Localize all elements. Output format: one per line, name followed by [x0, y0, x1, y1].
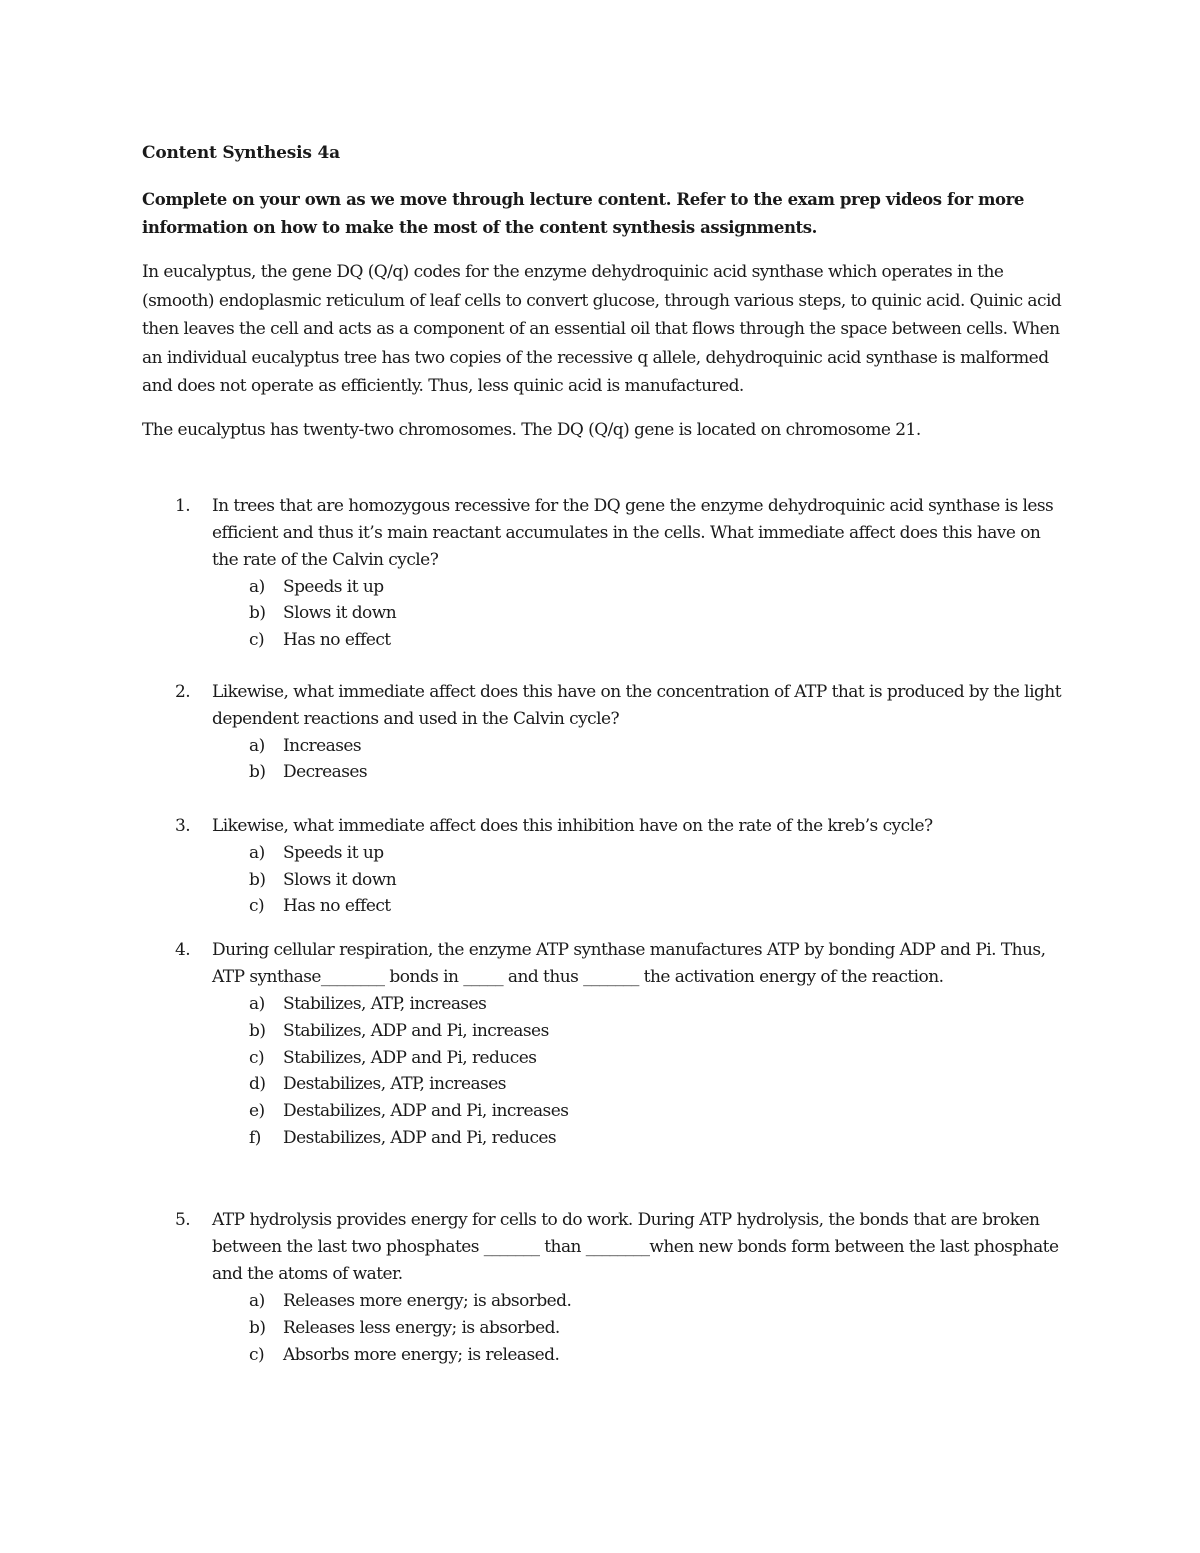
choice-list: [212, 991, 1062, 1151]
choice-text: Increases: [283, 735, 362, 756]
choice-list: [212, 574, 1062, 654]
question-text: In trees that are homozygous recessive for the DQ gene the enzyme dehydroquinic acid synthase is less efficient and thus it’s main reactant accumulates in the cells. What immediate affect does this have on the rate of the Calvin cycle?: [212, 495, 1054, 570]
instructions-text: Complete on your own as we move through lecture content. Refer to the exam prep videos for more information on how to make the most of the content synthesis assignments.: [142, 190, 1025, 237]
choice-item: [142, 991, 1062, 1018]
choice-letter: c): [249, 629, 265, 650]
choice-text: Stabilizes, ADP and Pi, increases: [283, 1020, 549, 1041]
question-text: During cellular respiration, the enzyme ATP synthase manufactures ATP by bonding ADP and Pi. Thus, ATP synthase________ bonds in _____ and thus _______ the activation energy of the reaction.: [212, 940, 1046, 988]
choice-item: [142, 1125, 1062, 1152]
question-text: ATP hydrolysis provides energy for cells to do work. During ATP hydrolysis, the bonds that are broken between the last two phosphates _______ than ________when new bonds form between the last phosphate and the atoms of water.: [212, 1210, 1059, 1285]
choice-letter: a): [249, 735, 265, 756]
choice-letter: a): [249, 1291, 265, 1312]
question-1: [142, 493, 1062, 654]
question-text: Likewise, what immediate affect does this have on the concentration of ATP that is produced by the light dependent reactions and used in the Calvin cycle?: [212, 681, 1061, 729]
choice-list: [212, 1288, 1062, 1368]
choice-letter: a): [249, 576, 265, 597]
choice-letter: f): [249, 1127, 261, 1148]
question-number: 1.: [175, 495, 191, 516]
choice-item: [142, 1288, 1062, 1315]
choice-item: [142, 1098, 1062, 1125]
choice-letter: a): [249, 843, 265, 864]
choice-item: [142, 1342, 1062, 1369]
question-2: [142, 679, 1062, 786]
document-title: Content Synthesis 4a: [142, 143, 340, 163]
question-number: 4.: [175, 940, 191, 961]
choice-item: [142, 574, 1062, 601]
question-number: 3.: [175, 816, 191, 837]
intro-paragraph: In eucalyptus, the gene DQ (Q/q) codes for the enzyme dehydroquinic acid synthase which operates in the (smooth) endoplasmic reticulum of leaf cells to convert glucose, through various steps, to quinic acid. Quinic acid then leaves the cell and acts as a component of an essential oil that flows through the space between cells. When an individual eucalyptus tree has two copies of the recessive q allele, dehydroquinic acid synthase is malformed and does not operate as efficiently. Thus, less quinic acid is manufactured.: [142, 262, 1062, 397]
choice-text: Destabilizes, ADP and Pi, increases: [283, 1101, 569, 1121]
question-5: [142, 1207, 1062, 1368]
choice-item: [142, 1045, 1062, 1072]
choice-list: [212, 733, 1062, 786]
choice-letter: b): [249, 762, 266, 783]
choice-list: [212, 840, 1062, 920]
choice-item: [142, 627, 1062, 654]
document-page: [142, 140, 1062, 1369]
choice-item: [142, 867, 1062, 894]
choice-text: Speeds it up: [283, 576, 384, 597]
choice-letter: c): [249, 1047, 265, 1068]
choice-letter: b): [249, 1020, 266, 1041]
choice-text: Stabilizes, ATP, increases: [283, 994, 487, 1015]
question-number: 5.: [175, 1210, 191, 1231]
choice-item: [142, 840, 1062, 867]
choice-item: [142, 733, 1062, 760]
choice-letter: b): [249, 869, 266, 890]
choice-text: Has no effect: [283, 629, 391, 650]
choice-text: Releases less energy; is absorbed.: [283, 1318, 560, 1339]
choice-letter: a): [249, 994, 265, 1015]
choice-letter: b): [249, 1318, 266, 1339]
choice-text: Destabilizes, ATP, increases: [283, 1074, 506, 1095]
question-list: [142, 493, 1062, 1369]
question-text: Likewise, what immediate affect does this inhibition have on the rate of the kreb’s cycle?: [212, 816, 933, 837]
choice-text: Releases more energy; is absorbed.: [283, 1291, 572, 1312]
choice-text: Slows it down: [283, 603, 397, 624]
choice-item: [142, 1071, 1062, 1098]
choice-text: Slows it down: [283, 869, 397, 890]
choice-text: Stabilizes, ADP and Pi, reduces: [283, 1047, 537, 1068]
choice-item: [142, 893, 1062, 920]
choice-item: [142, 759, 1062, 786]
choice-letter: d): [249, 1074, 266, 1095]
choice-letter: c): [249, 1344, 265, 1365]
question-3: [142, 813, 1062, 920]
choice-letter: b): [249, 603, 266, 624]
choice-letter: c): [249, 896, 265, 917]
choice-text: Destabilizes, ADP and Pi, reduces: [283, 1127, 557, 1148]
question-number: 2.: [175, 681, 191, 702]
choice-item: [142, 600, 1062, 627]
chromosome-paragraph: The eucalyptus has twenty-two chromosomes. The DQ (Q/q) gene is located on chromosome 21.: [142, 419, 921, 440]
choice-text: Absorbs more energy; is released.: [283, 1344, 560, 1365]
choice-text: Speeds it up: [283, 843, 384, 864]
choice-letter: e): [249, 1101, 265, 1121]
choice-text: Decreases: [283, 762, 368, 783]
choice-item: [142, 1018, 1062, 1045]
choice-text: Has no effect: [283, 896, 391, 917]
question-4: [142, 937, 1062, 1151]
choice-item: [142, 1315, 1062, 1342]
